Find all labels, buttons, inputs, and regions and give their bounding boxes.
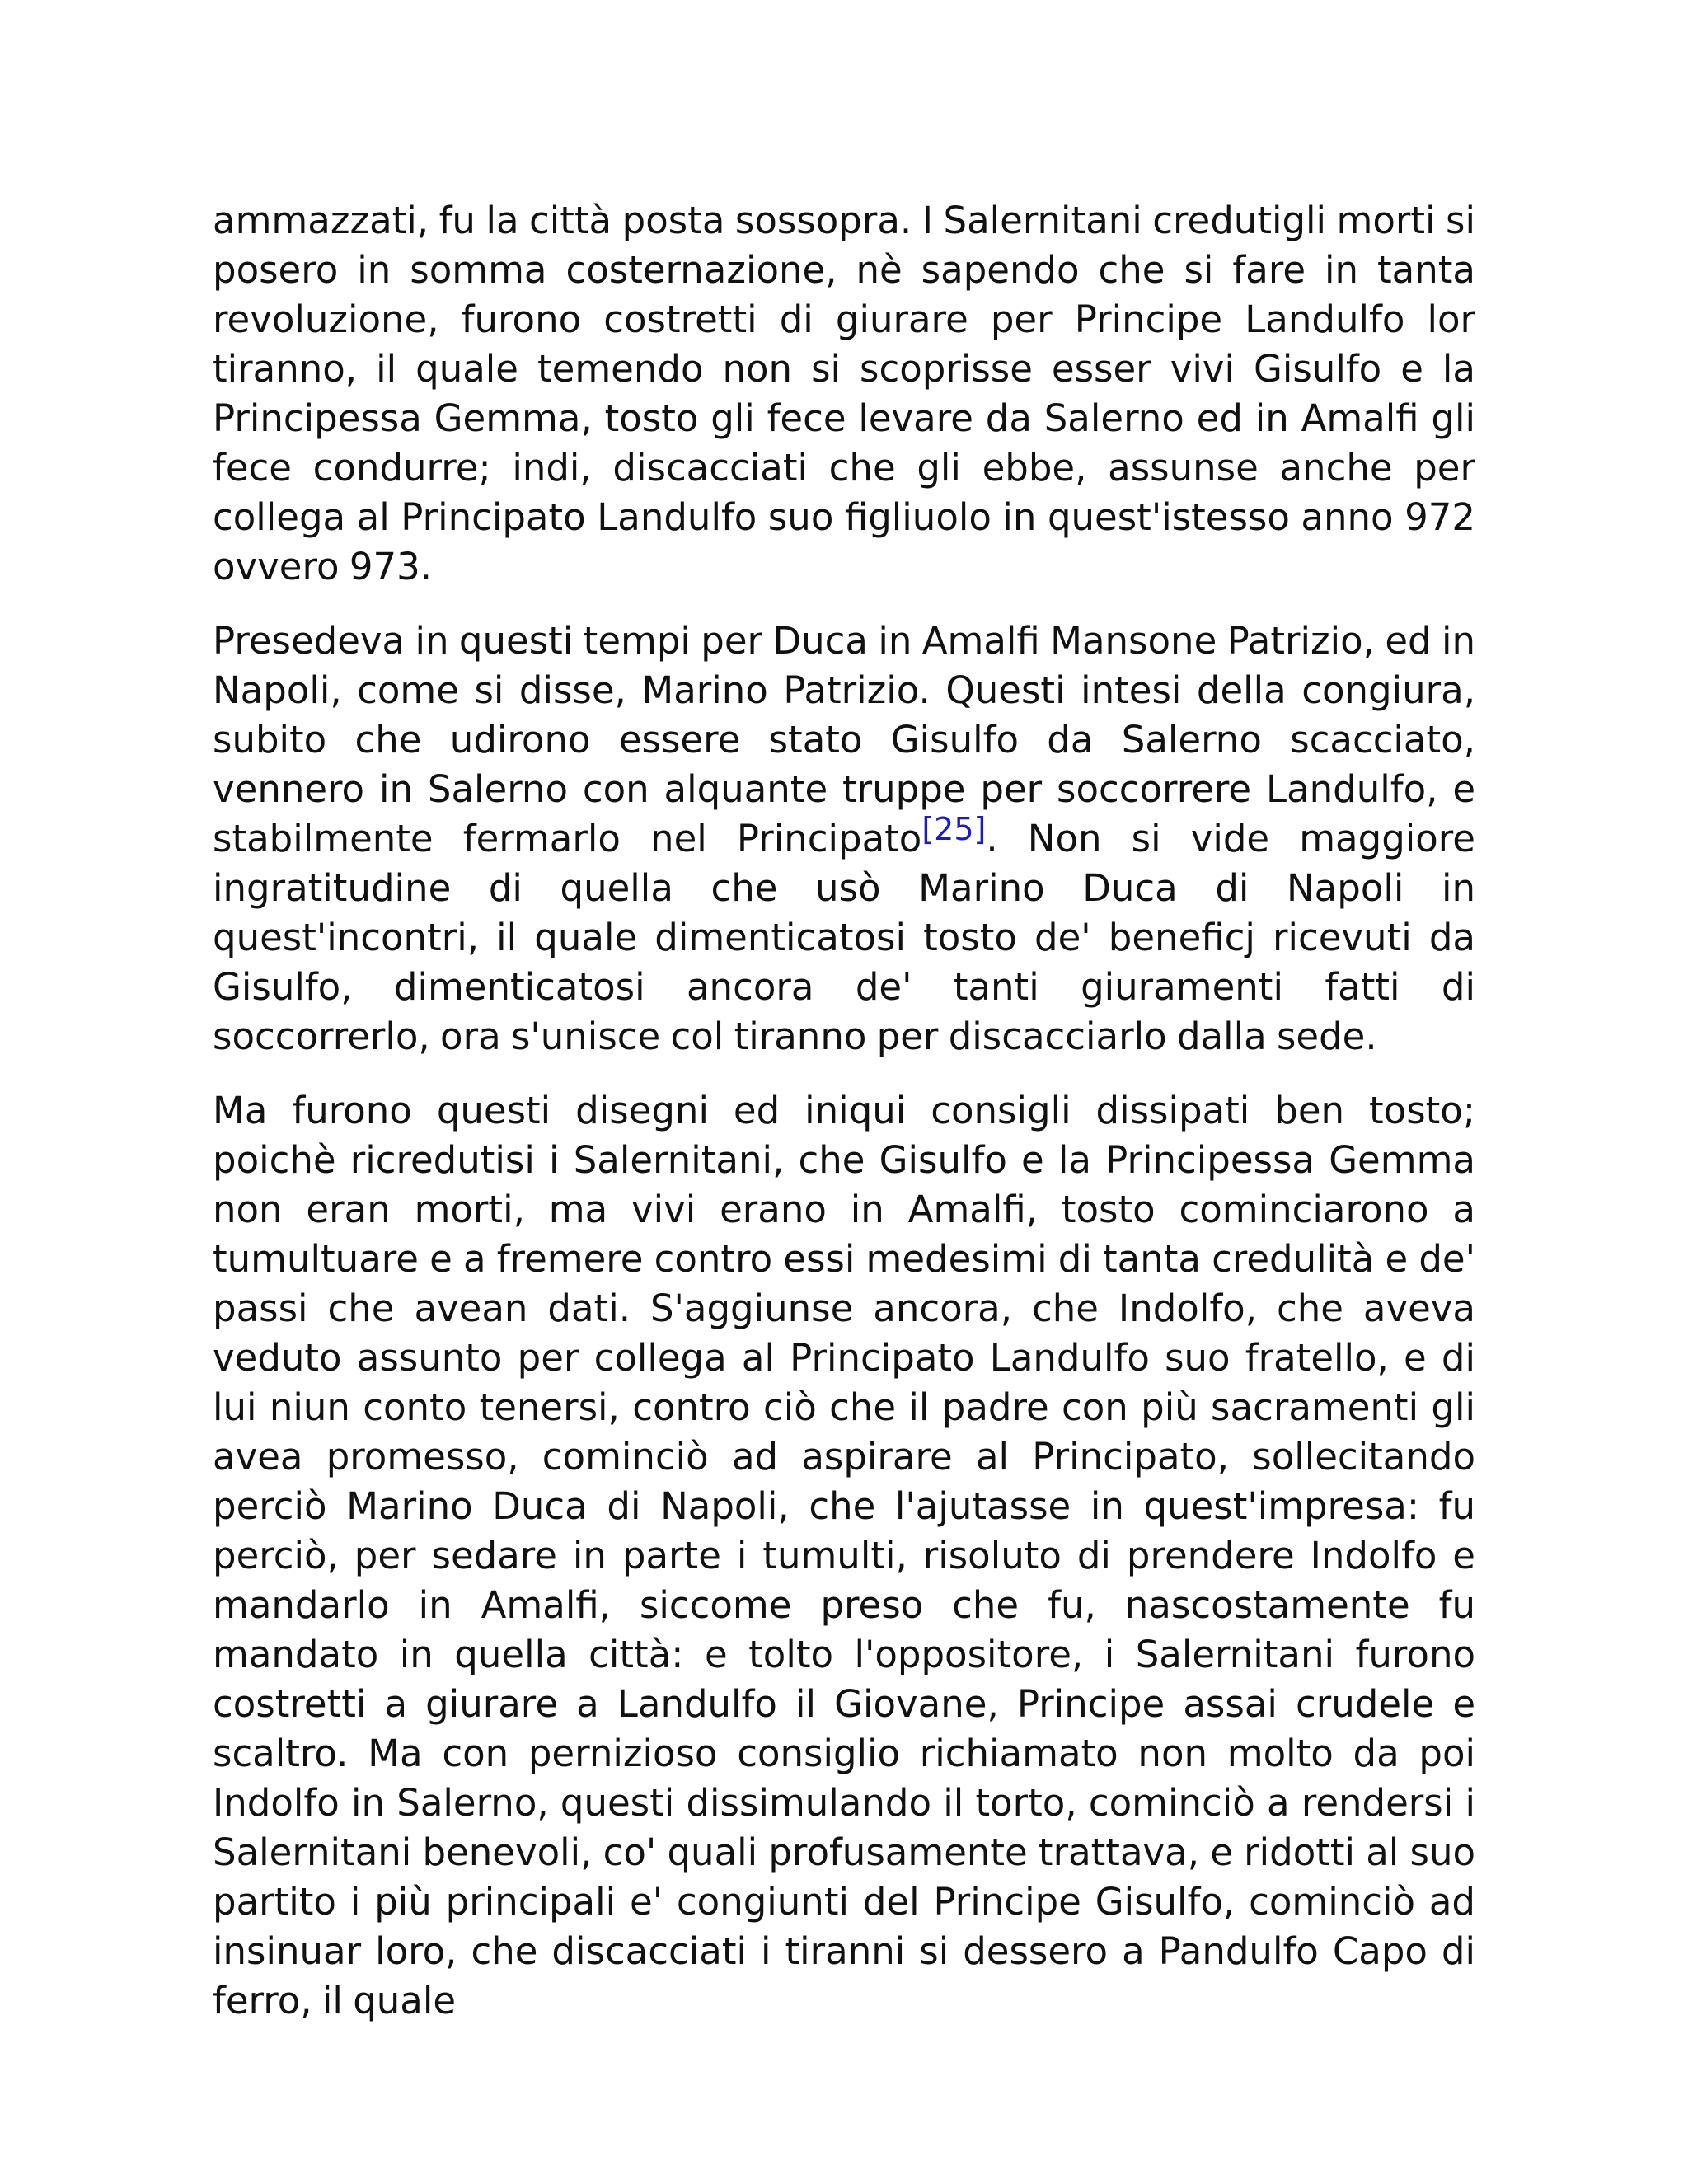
document-page bbox=[213, 196, 1475, 2050]
paragraph-2-text-before: Presedeva in questi tempi per Duca in Amalfi Mansone Patrizio, ed in Napoli, come si disse, Marino Patrizio. Questi intesi della congiura, subito che udirono essere stato Gisulfo da Salerno scacciato, vennero in Salerno con alquante truppe per soccorrere Landulfo, e stabilmente fermarlo nel Principato bbox=[213, 619, 1475, 860]
paragraph-2-text-after: . Non si vide maggiore ingratitudine di quella che usò Marino Duca di Napoli in quest'incontri, il quale dimenticatosi tosto de' beneficj ricevuti da Gisulfo, dimenticatosi ancora de' tanti giuramenti fatti di soccorrerlo, ora s'unisce col tiranno per discacciarlo dalla sede. bbox=[213, 817, 1475, 1058]
paragraph-2 bbox=[213, 616, 1475, 1062]
footnote-link-25[interactable]: [25] bbox=[921, 811, 987, 847]
paragraph-3: Ma furono questi disegni ed iniqui consigli dissipati ben tosto; poichè ricredutisi i Salernitani, che Gisulfo e la Principessa Gemma non eran morti, ma vivi erano in Amalfi, tosto cominciarono a tumultuare e a fremere contro essi medesimi di tanta credulità e de' passi che avean dati. S'aggiunse ancora, che Indolfo, che aveva veduto assunto per collega al Principato Landulfo suo fratello, e di lui niun conto tenersi, contro ciò che il padre con più sacramenti gli avea promesso, cominciò ad aspirare al Principato, sollecitando perciò Marino Duca di Napoli, che l'ajutasse in quest'impresa: fu perciò, per sedare in parte i tumulti, risoluto di prendere Indolfo e mandarlo in Amalfi, siccome preso che fu, nascostamente fu mandato in quella città: e tolto l'oppositore, i Salernitani furono costretti a giurare a Landulfo il Giovane, Principe assai crudele e scaltro. Ma con pernizioso consiglio richiamato non molto da poi Indolfo in Salerno, questi dissimulando il torto, cominciò a rendersi i Salernitani benevoli, co' quali profusamente trattava, e ridotti al suo partito i più principali e' congiunti del Principe Gisulfo, cominciò ad insinuar loro, che discacciati i tiranni si dessero a Pandulfo Capo di ferro, il quale bbox=[213, 1089, 1475, 2022]
paragraph-1: ammazzati, fu la città posta sossopra. I Salernitani credutigli morti si posero in somma costernazione, nè sapendo che si fare in tanta revoluzione, furono costretti di giurare per Principe Landulfo lor tiranno, il quale temendo non si scoprisse esser vivi Gisulfo e la Principessa Gemma, tosto gli fece levare da Salerno ed in Amalfi gli fece condurre; indi, discacciati che gli ebbe, assunse anche per collega al Principato Landulfo suo figliuolo in quest'istesso anno 972 ovvero 973. bbox=[213, 199, 1475, 588]
